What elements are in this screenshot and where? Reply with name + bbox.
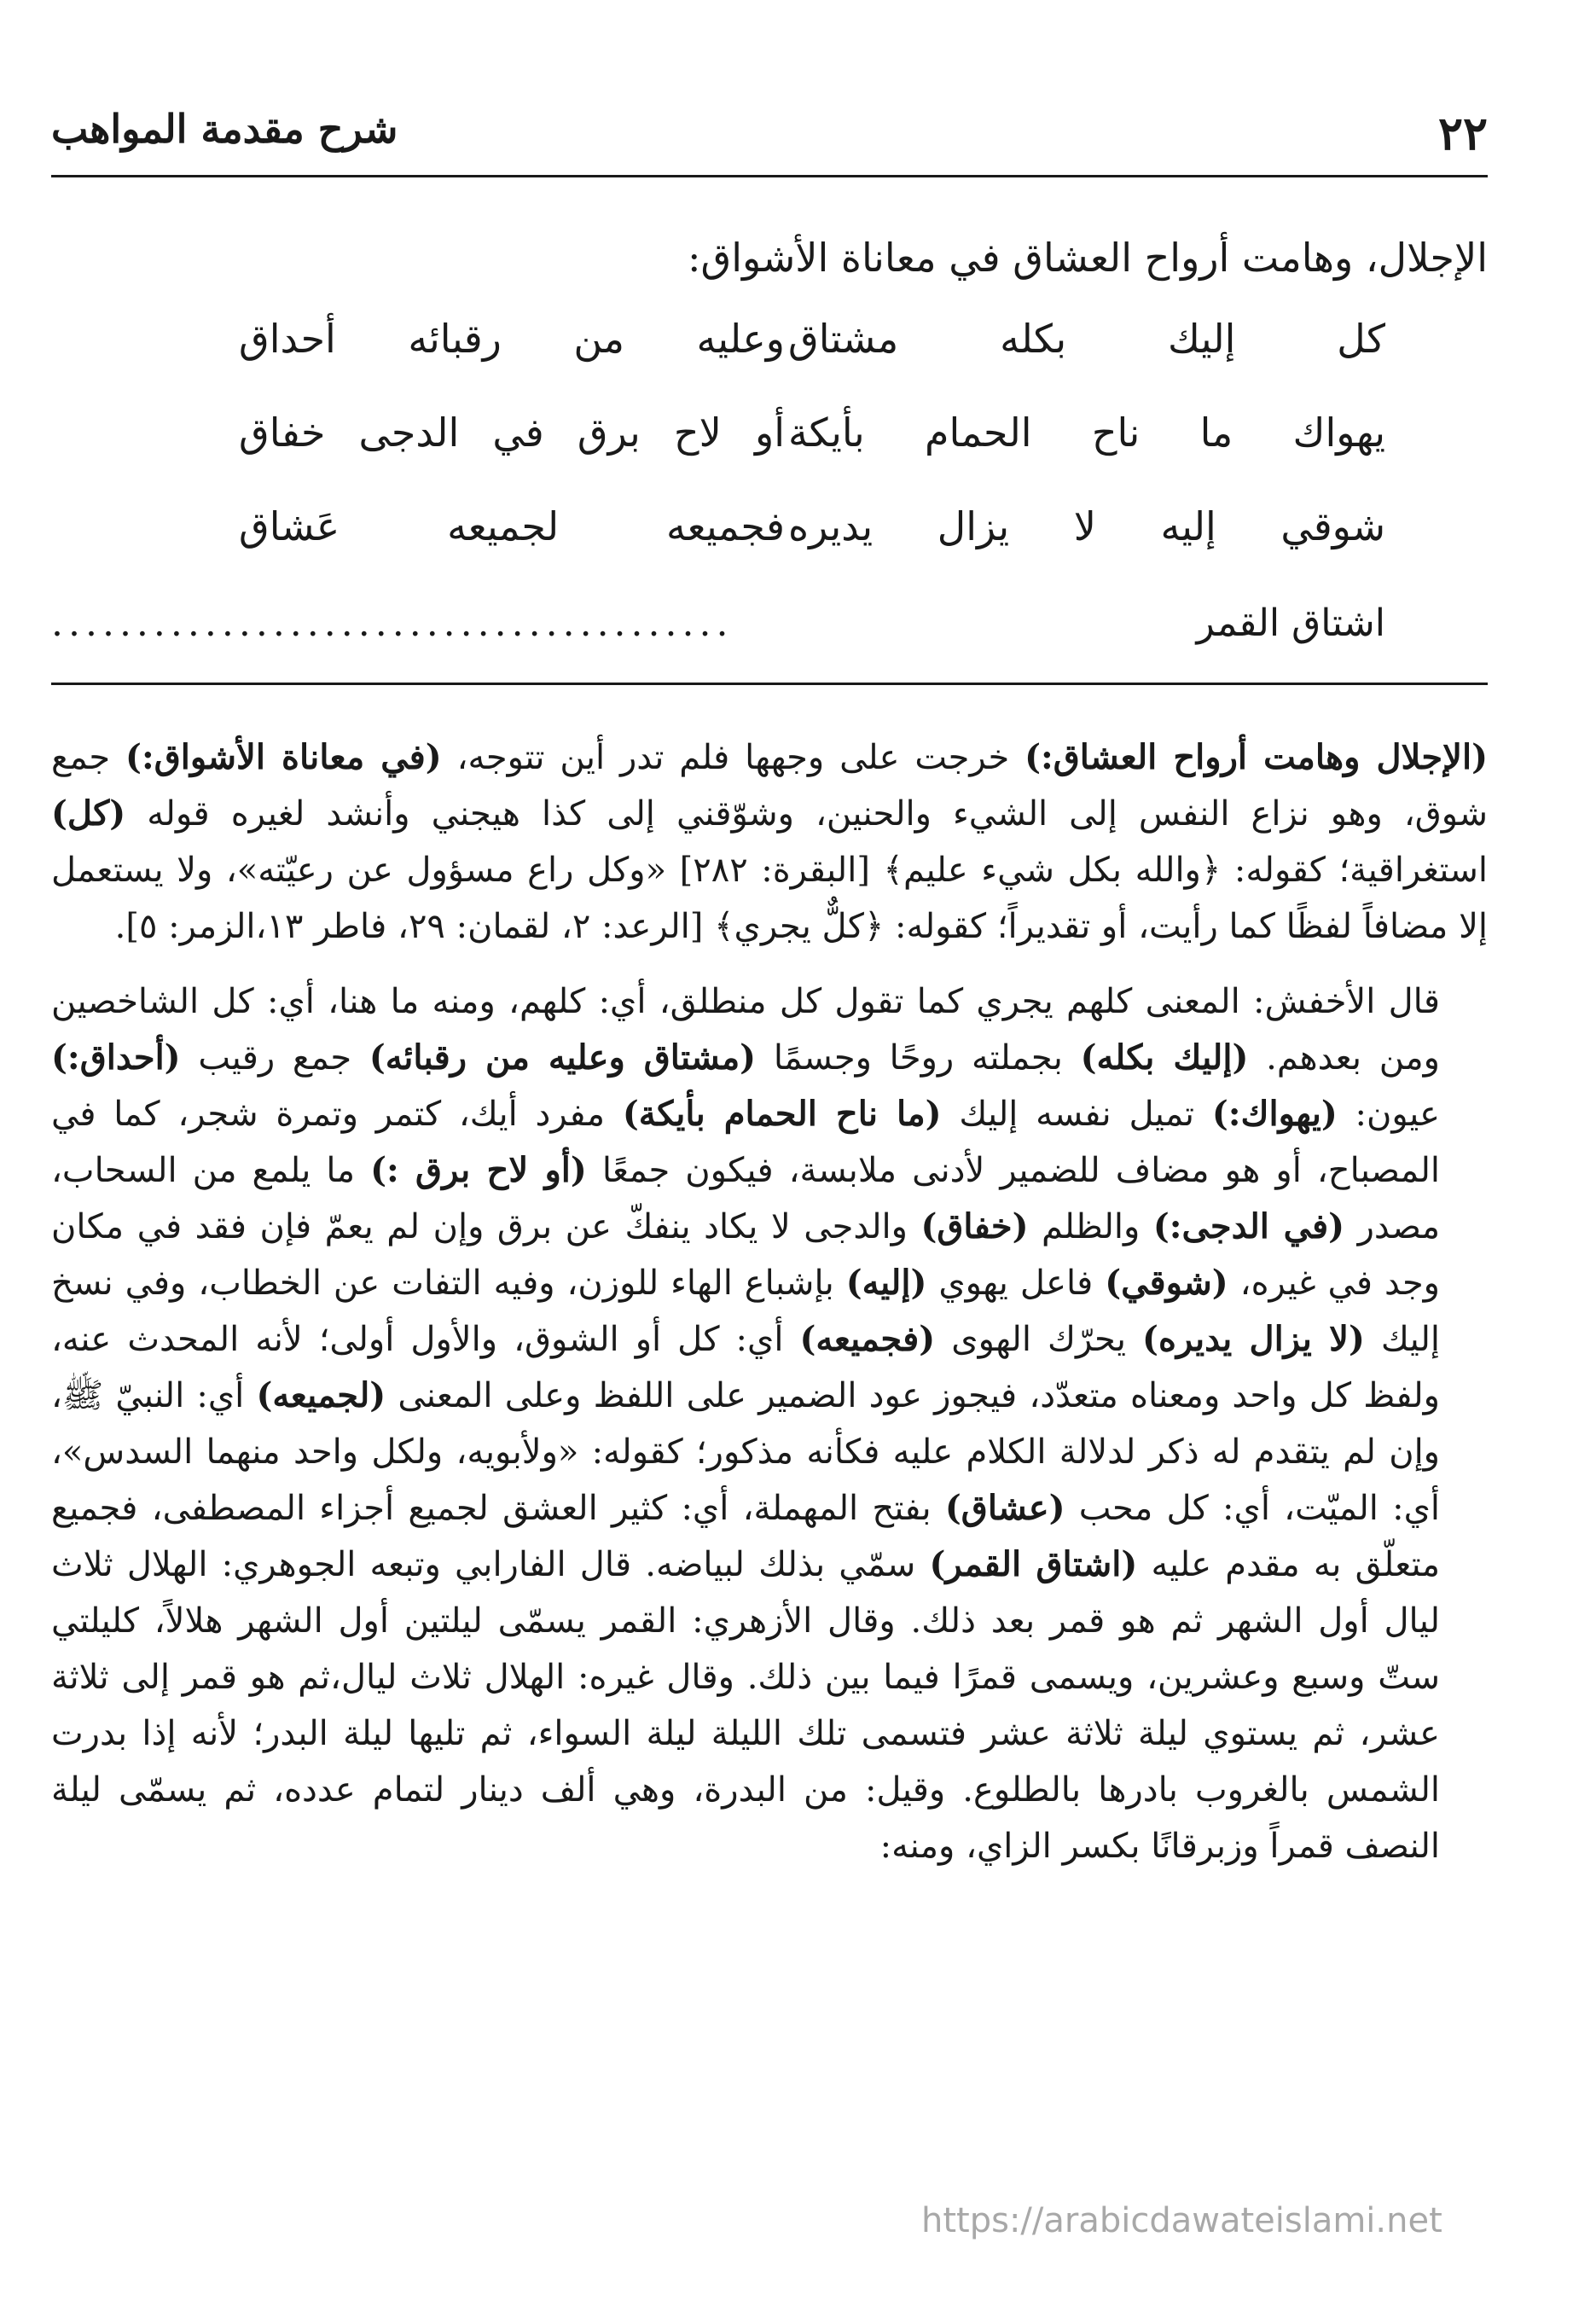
catchword: اشتاق القمر: [1196, 601, 1385, 645]
lemma-quote: (لا يزال يديره): [1142, 1319, 1365, 1359]
matn-intro-line: الإجلال، وهامت أرواح العشاق في معاناة الأشواق:: [688, 235, 1488, 281]
commentary-paragraph-1: [51, 729, 1488, 955]
commentary-text: والدجى لا يكاد ينفكّ عن برق وإن لم يعمّ فإن فقد في مكان وجد في غيره،: [51, 1207, 1440, 1303]
commentary-text: بفتح المهملة، أي: كثير العشق لجميع أجزاء المصطفى، فجميع متعلّق به مقدم عليه: [51, 1489, 1440, 1584]
document-page: [51, 0, 1488, 2324]
lemma-quote: (في الدجى:): [1152, 1206, 1345, 1246]
commentary-text: استغراقية؛ كقوله: ﴿والله بكل شيء عليم﴾ [البقرة: ٢٨٢] «وكل راع مسؤول عن رعيّته»، ولا يستعمل إلا مضافاً لفظًا كما رأيت، أو تقديراً؛ كقوله: ﴿كلٌّ يجري﴾ [الرعد: ٢، لقمان: ٢٩، فاطر ١٣،الزمر: ٥].: [51, 851, 1488, 946]
matn-sharh-divider: [51, 683, 1488, 685]
commentary-text: ما يلمع من السحاب، مصدر: [51, 1151, 1440, 1246]
lemma-quote: (اشتاق القمر): [929, 1544, 1138, 1584]
verse-2-first-hemistich: يهواك ما ناح الحمام بأيكة: [788, 410, 1385, 456]
verse-1-first-hemistich: كل إليك بكله مشتاق: [788, 316, 1385, 362]
commentary-text: عيون:: [1337, 1095, 1441, 1134]
page-number: ٢٢: [1437, 106, 1488, 160]
catchword-line: [51, 601, 1488, 661]
page-header: [51, 94, 1488, 171]
lemma-quote: (ما ناح الحمام بأيكة): [622, 1094, 942, 1134]
verse-2-second-hemistich: أو لاح برق في الدجى خفاق: [239, 410, 785, 456]
lemma-quote: (شوقي): [1105, 1263, 1228, 1303]
commentary-text: أي: النبيّ ﷺ، وإن لم يتقدم له ذكر لدلالة الكلام عليه فكأنه مذكور؛ كقوله: «ولأبويه، ولكل واحد منهما السدس»، أي: الميّت، أي: كل محب: [51, 1376, 1441, 1528]
commentary-text: تميل نفسه إليك: [941, 1095, 1212, 1134]
commentary-body: [51, 729, 1488, 1893]
verse-2: [51, 410, 1488, 503]
lemma-quote: (في معاناة الأشواق:): [125, 737, 442, 777]
lemma-quote: (عشاق): [944, 1488, 1065, 1528]
commentary-text: جمع رقيب: [180, 1038, 369, 1078]
commentary-text: بإشباع الهاء للوزن، وفيه التفات عن الخطاب، وفي نسخ إليك: [51, 1264, 1441, 1359]
commentary-text: جمع شوق، وهو نزاع النفس إلى الشيء والحنين، وشوّقني إلى كذا هيجني وأنشد لغيره قوله: [51, 738, 1488, 834]
commentary-text: مفرد أيك، كتمر وتمرة شجر، كما في المصباح، أو هو مضاف للضمير لأدنى ملابسة، فيكون جمعًا: [51, 1095, 1440, 1190]
lemma-quote: (خفاق): [920, 1206, 1029, 1246]
lemma-quote: (الإجلال وهامت أرواح العشاق:): [1024, 737, 1488, 777]
lemma-quote: (كل): [51, 793, 126, 834]
commentary-text: بجملته روحًا وجسمًا: [756, 1038, 1081, 1078]
verse-1: [51, 316, 1488, 410]
commentary-text: فاعل يهوي: [926, 1264, 1106, 1303]
commentary-text: أي: كل أو الشوق، والأول أولى؛ لأنه المحدث عنه، ولفظ كل واحد ومعناه متعدّد، فيجوز عود الضمير على اللفظ وعلى المعنى: [51, 1320, 1440, 1415]
lemma-quote: (لجميعه): [256, 1375, 386, 1415]
commentary-text: قال الأخفش: المعنى كلهم يجري كما تقول كل منطلق، أي: كلهم، ومنه ما هنا، أي: كل الشاخصين ومن بعدهم.: [51, 982, 1440, 1078]
lemma-quote: (يهواك:): [1211, 1094, 1338, 1134]
commentary-paragraph-2: [51, 973, 1488, 1874]
commentary-text: يحرّك الهوى: [935, 1320, 1143, 1359]
verse-3: [51, 503, 1488, 597]
watermark-url: https://arabicdawateislami.net: [921, 2201, 1442, 2240]
running-title: شرح مقدمة المواهب: [51, 106, 398, 152]
lemma-quote: (فجميعه): [799, 1319, 936, 1359]
lemma-quote: (إليك بكله): [1080, 1037, 1249, 1078]
lemma-quote: (إليه): [845, 1263, 927, 1303]
verse-3-second-hemistich: فجميعه لجميعه عَشاق: [239, 503, 785, 549]
verse-3-first-hemistich: شوقي إليه لا يزال يديره: [788, 503, 1385, 549]
lemma-quote: (أحداق:): [51, 1037, 181, 1078]
commentary-text: خرجت على وجهها فلم تدر أين تتوجه،: [441, 738, 1025, 777]
verse-1-second-hemistich: وعليه من رقبائه أحداق: [239, 316, 785, 362]
commentary-text: سمّي بذلك لبياضه. قال الفارابي وتبعه الجوهري: الهلال ثلاث ليال أول الشهر ثم هو قمر بعد ذلك. وقال الأزهري: القمر يسمّى ليلتين أول الشهر هلالاً، كليلتي ستّ وسبع وعشرين، ويسمى قمرًا فيما بين ذلك. وقال غيره: الهلال ثلاث ليال،ثم هو قمر إلى ثلاثة عشر، ثم يستوي ليلة ثلاثة عشر فتسمى تلك الليلة ليلة السواء، ثم تليها ليلة البدر؛ لأنه إذا بدرت الشمس بالغروب بادرها بالطلوع. وقيل: من البدرة، وهي ألف دينار لتمام عدده، ثم يسمّى ليلة النصف قمراً وزبرقانًا بكسر الزاي، ومنه:: [51, 1545, 1440, 1866]
dotted-leader: ........................................: [51, 601, 734, 645]
commentary-text: والظلم: [1028, 1207, 1153, 1246]
lemma-quote: (مشتاق وعليه من رقبائه): [369, 1037, 757, 1078]
lemma-quote: (أو لاح برق :): [370, 1150, 587, 1190]
header-rule: [51, 175, 1488, 177]
